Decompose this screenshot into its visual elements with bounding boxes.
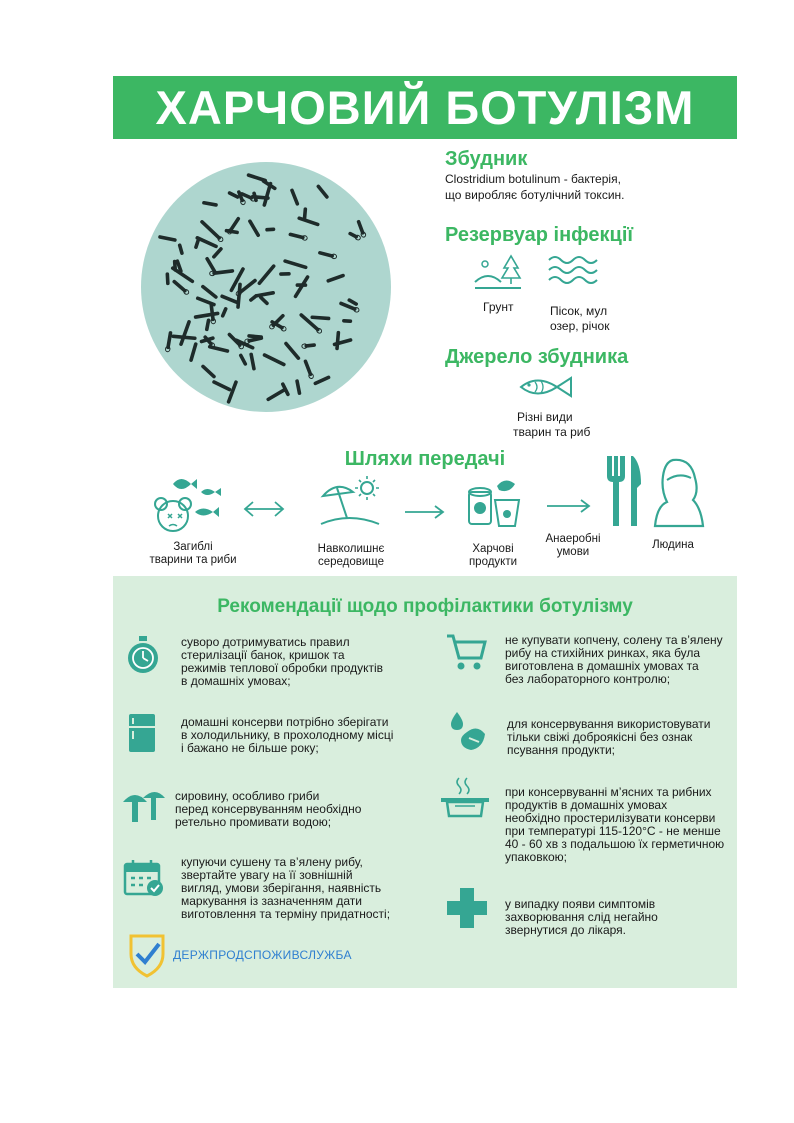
logo-text: ДЕРЖПРОДСПОЖИВСЛУЖБА: [173, 948, 352, 962]
fridge-icon: [127, 712, 157, 754]
bacterium-rod: [310, 315, 330, 320]
route-food-1: Харчові: [472, 543, 514, 555]
bacterium-rod: [194, 238, 201, 249]
water-waves-icon: [547, 252, 603, 292]
medical-cross-icon: [445, 886, 489, 930]
bacterium-rod: [172, 279, 188, 293]
bacterium-rod: [262, 353, 286, 367]
rec-left-2: домашні консерви потрібно зберігати в холодильнику, в прохолодному місці і бажано не більше року;: [181, 715, 394, 755]
bacterium-spore: [353, 307, 359, 313]
bacterium-rod: [297, 216, 320, 227]
bacterium-rod: [189, 342, 198, 363]
cooking-pot-icon: [439, 776, 491, 820]
route-human: Людина: [652, 539, 694, 551]
bacterium-rod: [238, 353, 247, 366]
bacterium-rod: [335, 331, 340, 351]
rec-left-4: купуючи сушену та в’ялену рибу, звертайте увагу на її зовнішній вигляд, умови зберігання, наявність маркування із зазначенням дати виготовлення та терміну придатності;: [181, 855, 391, 921]
source-label-2: тварин та риб: [513, 425, 591, 439]
mouse-fish-icon: [151, 474, 233, 538]
arrow-right-icon: [403, 504, 445, 520]
bacterium-rod: [303, 359, 313, 377]
route-animals-2: тварини та риби: [149, 554, 237, 566]
bacterium-rod: [202, 201, 218, 207]
bacteria-svg: [141, 162, 391, 412]
bacterium-rod: [227, 332, 242, 348]
route-environment-2: середовище: [317, 556, 385, 568]
mushroom-icon: [121, 786, 165, 826]
shopping-cart-icon: [445, 632, 487, 672]
rec-right-2: для консервування використовувати тільки свіжі доброякісні без ознак псування продукти;: [507, 717, 711, 757]
bacterium-rod: [257, 264, 276, 286]
bacterium-rod: [179, 320, 192, 347]
bacterium-rod: [165, 272, 169, 285]
shield-check-logo: [127, 932, 167, 978]
bacterium-rod: [266, 388, 286, 402]
fork-knife-icon: [607, 456, 641, 526]
bacterium-rod: [265, 227, 275, 231]
water-label-2: озер, річок: [550, 319, 610, 333]
bacterium-rod: [200, 284, 218, 299]
rec-right-4: у випадку появи симптомів захворювання слід негайно звернутися до лікаря.: [505, 897, 658, 937]
route-food-2: продукти: [468, 556, 518, 568]
drops-icon: [447, 710, 487, 752]
bacterium-rod: [255, 291, 275, 298]
bacterium-rod: [220, 307, 228, 319]
source-label-1: Різні види: [517, 410, 573, 424]
bacterium-rod: [200, 364, 216, 379]
bacterium-rod: [283, 259, 308, 270]
bacterium-rod: [290, 188, 300, 206]
fork-knife-person-icon: [603, 454, 711, 530]
bacterium-rod: [211, 246, 223, 259]
rec-left-3: сировину, особливо гриби перед консервуванням необхідно ретельно промивати водою;: [175, 789, 362, 829]
bacterium-rod: [313, 375, 331, 386]
stopwatch-icon: [123, 634, 163, 676]
bacterium-rod: [194, 311, 220, 319]
bacterium-rod: [326, 273, 345, 283]
page-title: ХАРЧОВИЙ БОТУЛІЗМ: [155, 81, 695, 134]
bacterium-rod: [205, 318, 211, 331]
bacterium-rod: [332, 338, 352, 347]
bacterium-rod: [246, 173, 267, 183]
bacterium-rod: [212, 380, 232, 392]
double-arrow-icon: [243, 500, 285, 518]
bacterium-rod: [208, 345, 230, 354]
bacterium-rod: [247, 334, 263, 339]
pathogen-text-1: Clostridium botulinum - бактерія,: [445, 172, 621, 186]
bacterium-rod: [279, 272, 291, 276]
bacterium-rod: [295, 379, 302, 395]
route-animals-1: Загиблі: [173, 541, 213, 553]
arrow-right-icon-2: [545, 498, 591, 514]
route-anaerobic-1: Анаеробні: [545, 533, 601, 545]
title-banner: [113, 76, 737, 139]
bacterium-rod: [342, 319, 352, 323]
recommendations-panel: [113, 576, 737, 988]
rec-right-3: при консервуванні м’ясних та рибних продуктів в домашніх умовах необхідно простерилізувати консерви при температурі 115-120°С - не менше 40 - 60 хв з подальшою їх герметичною упаковкою;: [505, 785, 725, 864]
soil-tree-icon: [473, 252, 523, 292]
bacterium-rod: [177, 243, 184, 255]
person-icon: [655, 460, 703, 526]
fish-icon: [515, 372, 575, 402]
water-label-1: Пісок, мул: [550, 304, 608, 318]
route-anaerobic-2: умови: [556, 546, 590, 558]
canned-food-icon: [465, 474, 527, 532]
poster: [113, 76, 737, 988]
bacterium-rod: [248, 293, 258, 302]
soil-label: Грунт: [483, 300, 514, 314]
bacterium-rod: [249, 352, 256, 370]
bacterium-rod: [356, 219, 365, 235]
bacterium-rod: [195, 296, 216, 307]
pathogen-text-2: що виробляє ботулічний токсин.: [445, 188, 625, 202]
bacteria-micrograph: [141, 162, 391, 412]
bacterium-rod: [226, 380, 238, 404]
transmission-heading: Шляхи передачі: [344, 448, 506, 470]
rec-right-1: не купувати копчену, солену та в’ялену рибу на стихійних ринках, яка була виготовлена в домашніх умовах та без лабораторного контролю;: [505, 633, 723, 686]
reservoir-heading: Резервуар інфекції: [445, 224, 634, 246]
bacterium-rod: [296, 283, 308, 287]
bacterium-rod: [247, 219, 260, 238]
route-environment-1: Навколишнє: [317, 543, 385, 555]
pathogen-heading: Збудник: [445, 148, 528, 170]
recommendations-heading: Рекомендації щодо профілактики ботулізму: [217, 596, 633, 617]
rec-left-1: суворо дотримуватись правил стерилізації банок, кришок та режимів теплової обробки продуктів в домашніх умовах;: [181, 635, 384, 688]
bacterium-rod: [158, 235, 177, 242]
source-heading: Джерело збудника: [445, 346, 629, 368]
bacterium-rod: [283, 341, 300, 361]
calendar-icon: [123, 858, 165, 898]
bacterium-rod: [316, 184, 330, 200]
beach-sun-icon: [319, 474, 381, 530]
